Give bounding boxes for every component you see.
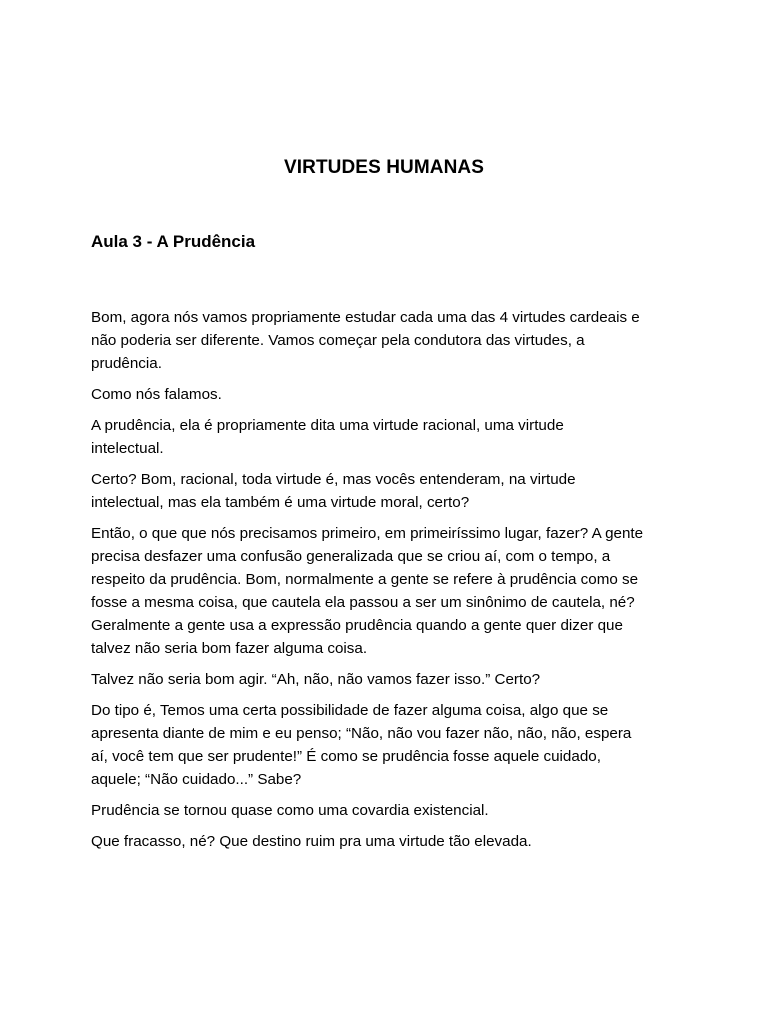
paragraph: A prudência, ela é propriamente dita uma virtude racional, uma virtude intelectual. — [91, 417, 564, 457]
paragraph: Bom, agora nós vamos propriamente estudar cada uma das 4 virtudes cardeais e não poderia ser diferente. Vamos começar pela condutora das virtudes, a prudência. — [91, 309, 640, 372]
paragraph: Do tipo é, Temos uma certa possibilidade de fazer alguma coisa, algo que se apresenta diante de mim e eu penso; “Não, não vou fazer não, não, não, espera aí, você tem que ser prudente!” É como se prudência fosse aquele cuidado, aquele; “Não cuidado...” Sabe? — [91, 702, 632, 788]
document-body — [91, 306, 691, 861]
paragraph: Talvez não seria bom agir. “Ah, não, não vamos fazer isso.” Certo? — [91, 671, 541, 688]
paragraph: Como nós falamos. — [91, 386, 222, 403]
paragraph: Prudência se tornou quase como uma covardia existencial. — [91, 802, 489, 819]
paragraph: Certo? Bom, racional, toda virtude é, mas vocês entenderam, na virtude intelectual, mas ela também é uma virtude moral, certo? — [91, 471, 576, 511]
document-title: VIRTUDES HUMANAS — [283, 157, 485, 178]
lesson-heading: Aula 3 - A Prudência — [91, 232, 256, 251]
paragraph: Então, o que que nós precisamos primeiro, em primeiríssimo lugar, fazer? A gente precisa desfazer uma confusão generalizada que se criou aí, com o tempo, a respeito da prudência. Bom, normalmente a gente se refere à prudência como se fosse a mesma coisa, que cautela ela passou a ser um sinônimo de cautela, né? Geralmente a gente usa a expressão prudência quando a gente quer dizer que talvez não seria bom fazer alguma coisa. — [91, 525, 644, 657]
paragraph: Que fracasso, né? Que destino ruim pra uma virtude tão elevada. — [91, 833, 532, 850]
